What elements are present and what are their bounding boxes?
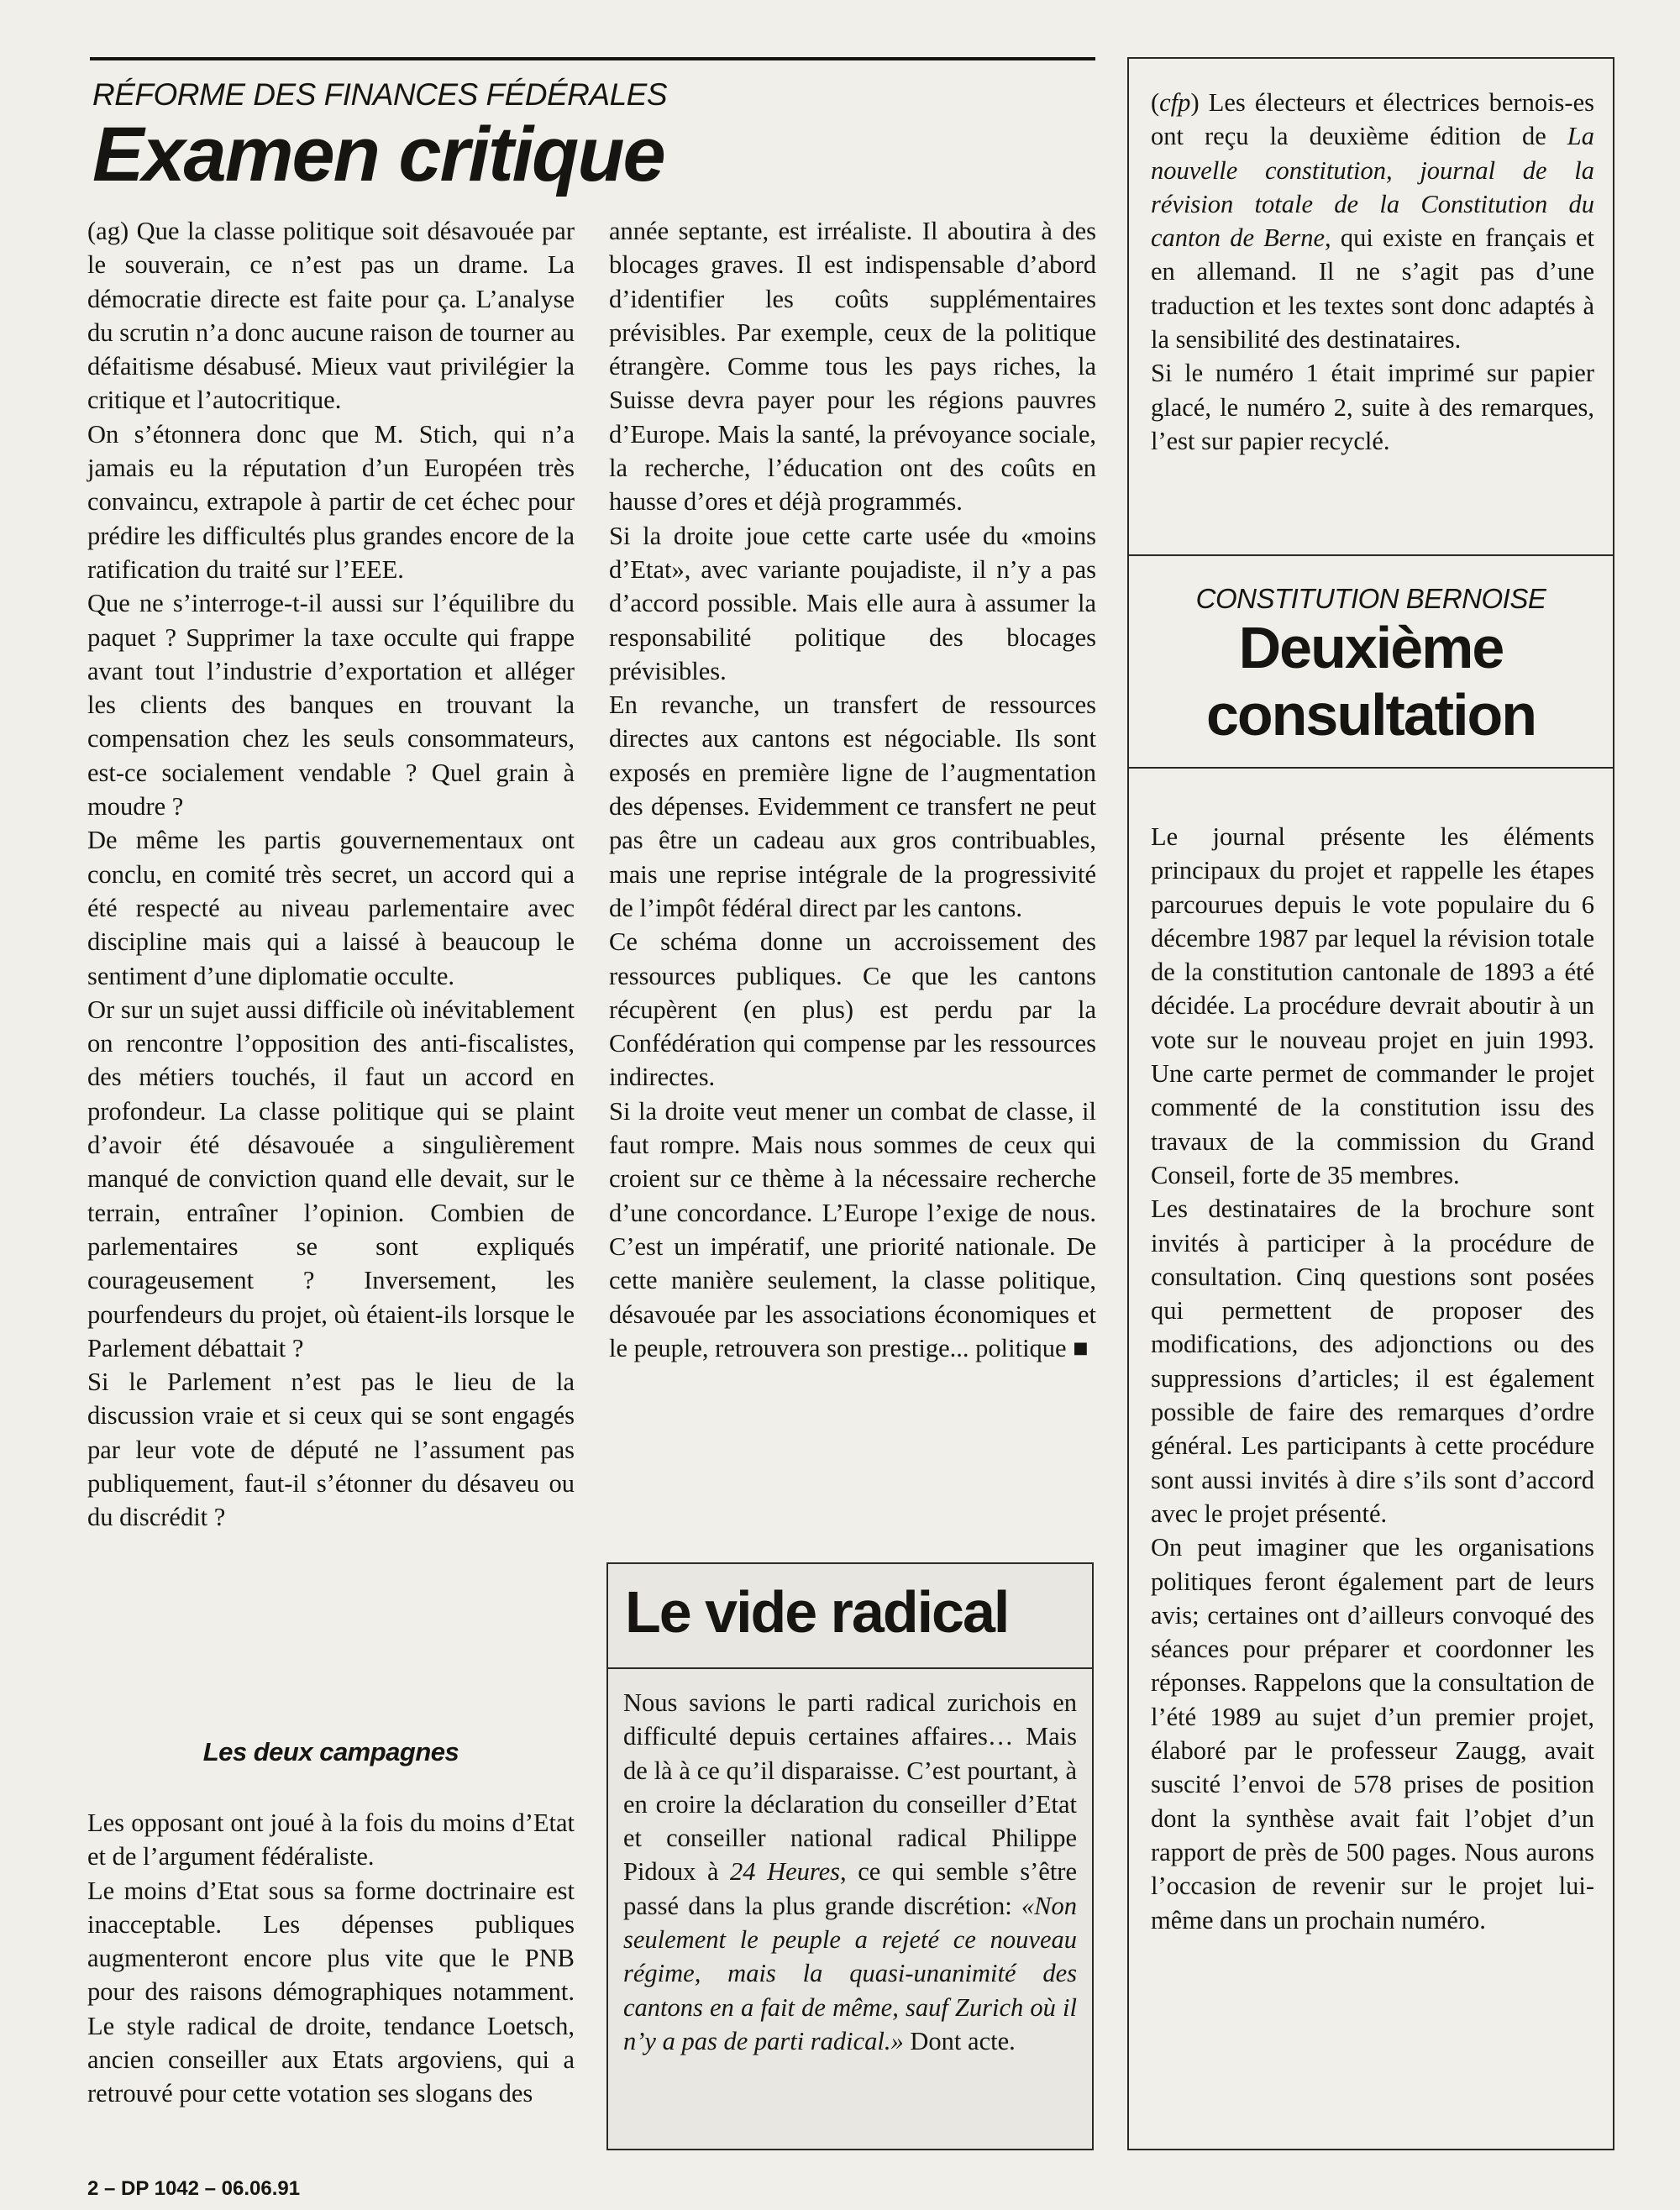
paragraph: Le moins d’Etat sous sa forme doctrinaire est inacceptable. Les dépenses publiques augmenteront encore plus vite que le PNB pour des raisons démographiques notamment. Le style radical de droite, tendance Loetsch, ancien conseiller aux Etats argoviens, qui a retrouvé pour cette votation ses slogans des [87, 1876, 575, 2108]
top-rule [90, 57, 1095, 60]
radical-box-text-a: Nous savions le parti radical zurichois en difficulté depuis certaines affaires… Mais de là à ce qu’il disparaisse. C’est pourtant, à en croire la déclaration du conseiller d’Etat et conseiller national radical Philippe Pidoux à [623, 1688, 1077, 1887]
paragraph: Ce schéma donne un accroissement des ressources publiques. Ce que les cantons récupèrent (en plus) est perdu par la Confédération qui compense par les ressources indirectes. [609, 927, 1096, 1092]
constitution-kicker: CONSTITUTION BERNOISE [1195, 583, 1546, 614]
constitution-body [1151, 820, 1594, 1937]
paragraph: Or sur un sujet aussi difficile où inévitablement on rencontre l’opposition des anti-fiscalistes, des métiers touchés, il faut un accord en profondeur. La classe politique qui se plaint d’avoir été désavouée a singulièrement manqué de conviction quand elle devait, sur le terrain, entraîner l’opinion. Combien de parlementaires se sont expliqués courageusement ? Inversement, les pourfendeurs du projet, où étaient-ils lorsque le Parlement débattait ? [87, 995, 575, 1362]
paragraph: On peut imaginer que les organisations politiques feront également part de leurs avis; certaines ont d’ailleurs convoqué des séances pour préparer et coordonner les réponses. Rappelons que la consultation de l’été 1989 au sujet d’un premier projet, élaboré par le professeur Zaugg, avait suscité l’envoi de 578 prises de position dont la synthèse avait fait l’objet d’un rapport de près de 500 pages. Nous aurons l’occasion de revenir sur le projet lui-même dans un prochain numéro. [1151, 1533, 1594, 1934]
article-column-1-continued [87, 1806, 575, 2111]
intro-text-a: Les électeurs et électrices bernois-es ont reçu la deuxième édition de [1151, 88, 1594, 151]
paragraph: En revanche, un transfert de ressources directes aux cantons est négociable. Ils sont exposés en première ligne de l’augmentation des dépenses. Evidemment ce transfert ne peut pas être un cadeau aux gros contribuables, mais une reprise intégrale de la progressivité de l’impôt fédéral direct par les cantons. [609, 690, 1096, 922]
article-subheading: Les deux campagnes [202, 1737, 459, 1766]
radical-box-text-c: Dont acte. [903, 2026, 1016, 2055]
paragraph: De même les partis gouvernementaux ont conclu, en comité très secret, un accord qui a été respecté au niveau parlementaire avec discipline mais qui a laissé à beaucoup le sentiment d’une diplomatie occulte. [87, 826, 575, 990]
intro-journal-title: La nouvelle constitution, journal de la révision totale de la Constitution du canton de Berne [1151, 122, 1594, 253]
radical-box-source: 24 Heures [730, 1857, 841, 1887]
paragraph: (ag) Que la classe politique soit désavouée par le souverain, ce n’est pas un drame. La démocratie directe est faite pour ça. L’analyse du scrutin n’a donc aucune raison de tourner au défaitisme désabusé. Mieux vaut privilégier la critique et l’autocritique. [87, 217, 575, 415]
paragraph: Si le numéro 1 était imprimé sur papier glacé, le numéro 2, suite à des remarques, l’est sur papier recyclé. [1151, 359, 1594, 455]
radical-box-title: Le vide radical [625, 1579, 1009, 1645]
paragraph: Si le Parlement n’est pas le lieu de la discussion vraie et si ceux qui se sont engagés par leur vote de député ne l’assument pas publiquement, faut-il s’étonner du désaveu ou du discrédit ? [87, 1367, 575, 1532]
page-folio: 2 – DP 1042 – 06.06.91 [87, 2177, 301, 2200]
radical-box-divider [608, 1667, 1092, 1669]
article-title: Examen critique [92, 112, 664, 197]
radical-box-text-b: , ce qui semble s’être passé dans la plus grande discrétion: [623, 1857, 1077, 1920]
paragraph: Les destinataires de la brochure sont invités à participer à la procédure de consultation. Cinq questions sont posées qui permettent de proposer des modifications, des adjonctions ou des suppressions d’articles; il est également possible de faire des remarques d’ordre général. Les participants à cette procédure sont aussi invités à dire s’ils sont d’accord avec le projet présenté. [1151, 1194, 1594, 1528]
constitution-title-line-2: consultation [1205, 682, 1536, 748]
paragraph: année septante, est irréaliste. Il aboutira à des blocages graves. Il est indispensable d’abord d’identifier les coûts supplémentaires prévisibles. Par exemple, ceux de la politique étrangère. Comme tous les pays riches, la Suisse devra payer pour les régions pauvres d’Europe. Mais la santé, la prévoyance sociale, la recherche, l’éducation ont des coûts en hausse d’ores et déjà programmés. [609, 217, 1096, 517]
constitution-divider-bottom [1129, 767, 1613, 769]
paragraph: On s’étonnera donc que M. Stich, qui n’a jamais eu la réputation d’un Européen très convaincu, extrapole à partir de cet échec pour prédire les difficultés plus grandes encore de la ratification du traité sur l’EEE. [87, 419, 575, 584]
paragraph: Que ne s’interroge-t-il aussi sur l’équilibre du paquet ? Supprimer la taxe occulte qui frappe avant tout l’industrie d’exportation et alléger les clients des banques en trouvant la compensation chez les seuls consommateurs, est-ce socialement vendable ? Quel grain à moudre ? [87, 589, 575, 822]
intro-tag: cfp [1159, 88, 1191, 117]
article-column-2 [609, 214, 1096, 1365]
radical-box [606, 1562, 1094, 2150]
paragraph: Si la droite veut mener un combat de classe, il faut rompre. Mais nous sommes de ceux qui croient sur ce thème à la nécessaire recherche d’une concordance. L’Europe l’exige de nous. C’est un impératif, une priorité nationale. De cette manière seulement, la classe politique, désavouée par les associations économiques et le peuple, retrouvera son prestige... politique ■ [609, 1096, 1096, 1362]
paragraph: Les opposant ont joué à la fois du moins d’Etat et de l’argument fédéraliste. [87, 1808, 575, 1871]
constitution-divider-top [1129, 554, 1613, 556]
article-column-1 [87, 214, 575, 1535]
constitution-title-line-1: Deuxième [1238, 615, 1504, 680]
paragraph: Si la droite joue cette carte usée du «moins d’Etat», avec variante poujadiste, il n’y a pas d’accord possible. Mais elle aura à assumer la responsabilité politique des blocages prévisibles. [609, 521, 1096, 685]
article-kicker: RÉFORME DES FINANCES FÉDÉRALES [92, 77, 668, 112]
constitution-intro: (cfp) Les électeurs et électrices bernois-es ont reçu la deuxième édition de La nouvelle constitution, journal de la révision totale de la Constitution du canton de Berne, qui existe en français et en allemand. Il ne s’agit pas d’une traduction et les textes sont donc adaptés à la sensibilité des destinataires. Si le numéro 1 était imprimé sur papier glacé, le numéro 2, suite à des remarques, l’est sur papier recyclé. [1151, 86, 1594, 458]
radical-box-quote: «Non seulement le peuple a rejeté ce nouveau régime, mais la quasi-unanimité des cantons en a fait de même, sauf Zurich où il n’y a pas de parti radical.» [623, 1891, 1077, 2055]
paragraph: Le journal présente les éléments principaux du projet et rappelle les étapes parcourues depuis le vote populaire du 6 décembre 1987 par lequel la révision totale de la constitution cantonale de 1893 a été décidée. La procédure devrait aboutir à un vote sur le nouveau projet en juin 1993. Une carte permet de commander le projet commenté de la constitution issu des travaux de la commission du Grand Conseil, forte de 35 membres. [1151, 822, 1594, 1189]
intro-text-b: , qui existe en français et en allemand. Il ne s’agit pas d’une traduction et les textes sont donc adaptés à la sensibilité des destinataires. [1151, 223, 1594, 354]
radical-box-text [623, 1686, 1077, 2058]
constitution-box [1127, 57, 1614, 2150]
